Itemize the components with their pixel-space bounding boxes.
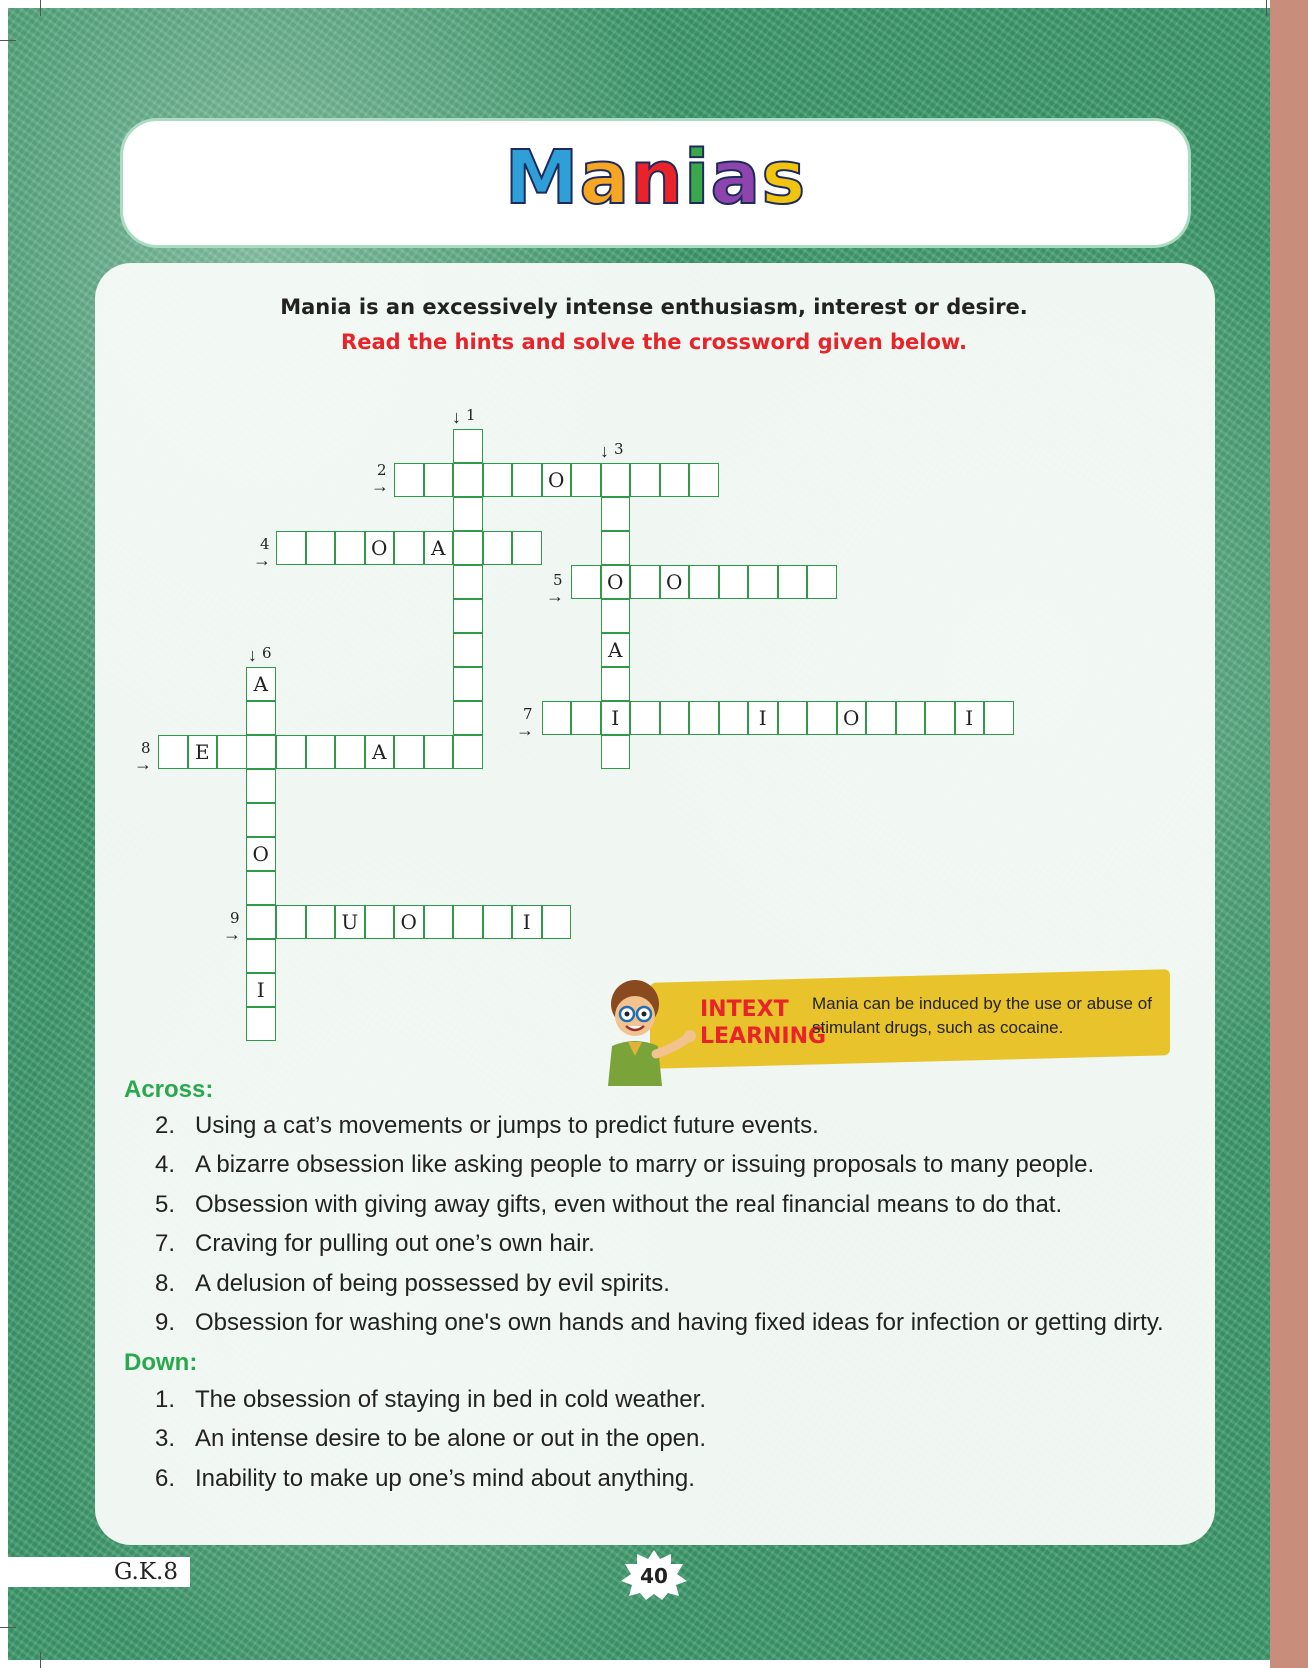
crossword-cell[interactable]: [601, 735, 631, 769]
crossword-cell[interactable]: A: [365, 735, 395, 769]
crossword-cell[interactable]: [483, 905, 513, 939]
clue-number-9: 9: [230, 909, 240, 927]
clue-text: A bizarre obsession like asking people to marry or issuing proposals to many people.: [195, 1151, 1095, 1179]
crossword-cell[interactable]: O: [837, 701, 867, 735]
crossword-cell[interactable]: [748, 565, 778, 599]
clue-text: The obsession of staying in bed in cold weather.: [195, 1386, 706, 1413]
crossword-cell[interactable]: [246, 735, 276, 769]
crossword-cell[interactable]: [158, 735, 188, 769]
crossword-cell[interactable]: [246, 905, 276, 939]
crossword-cell[interactable]: E: [188, 735, 218, 769]
crossword-cell[interactable]: I: [955, 701, 985, 735]
intext-title-line2: LEARNING: [700, 1024, 827, 1049]
crossword-cell[interactable]: [571, 565, 601, 599]
clue-num: 3.: [155, 1425, 176, 1453]
book-label: G.K.8: [8, 1557, 190, 1587]
down-heading: Down:: [124, 1349, 198, 1376]
list-item: [155, 1112, 1164, 1151]
crossword-cell[interactable]: [542, 701, 572, 735]
title-letter: n: [630, 135, 684, 221]
crossword-cell[interactable]: [925, 701, 955, 735]
clue-text: Using a cat’s movements or jumps to predict future events.: [195, 1112, 819, 1139]
crossword-cell[interactable]: [394, 463, 424, 497]
clue-text: Obsession with giving away gifts, even without the real financial means to do that.: [195, 1190, 1063, 1218]
crossword-cell[interactable]: [453, 429, 483, 463]
page-number-badge: [619, 1550, 689, 1600]
clue-number-5: 5: [553, 571, 563, 589]
crossword-cell[interactable]: [483, 463, 513, 497]
crossword-cell[interactable]: [424, 463, 454, 497]
crossword-cell[interactable]: [276, 735, 306, 769]
crossword-cell[interactable]: [542, 905, 572, 939]
right-arrow-icon: →: [516, 720, 534, 740]
clue-number-2: 2: [377, 461, 387, 479]
list-item: [155, 1386, 706, 1425]
crossword-cell[interactable]: [246, 769, 276, 803]
crossword-cell[interactable]: [453, 905, 483, 939]
crossword-cell[interactable]: I: [748, 701, 778, 735]
crossword-cell[interactable]: [335, 531, 365, 565]
title-letter: M: [504, 135, 580, 221]
crossword-cell[interactable]: [896, 701, 926, 735]
crossword-cell[interactable]: [660, 463, 690, 497]
title-text: [505, 135, 807, 221]
crossword-cell[interactable]: [276, 531, 306, 565]
crossword-cell[interactable]: [807, 701, 837, 735]
crossword-cell[interactable]: O: [542, 463, 572, 497]
intext-learning-box: [590, 976, 1175, 1076]
right-arrow-icon: →: [223, 924, 241, 944]
crossword-cell[interactable]: [246, 803, 276, 837]
right-arrow-icon: →: [546, 586, 564, 606]
down-arrow-icon: ↓: [248, 645, 257, 665]
boy-mascot-icon: [590, 976, 700, 1086]
crossword-cell[interactable]: [630, 565, 660, 599]
crossword-cell[interactable]: [394, 735, 424, 769]
clue-number-7: 7: [523, 705, 533, 723]
crossword-cell[interactable]: [453, 565, 483, 599]
clue-text: Obsession for washing one's own hands and having fixed ideas for infection or getting dirty.: [195, 1308, 1164, 1336]
clue-text: Inability to make up one’s mind about anything.: [195, 1464, 695, 1492]
page-number: 40: [640, 1564, 668, 1588]
crossword-cell[interactable]: I: [246, 973, 276, 1007]
crossword-cell[interactable]: [246, 701, 276, 735]
crossword-cell[interactable]: [453, 633, 483, 667]
crossword-cell[interactable]: [512, 463, 542, 497]
crossword-cell[interactable]: [246, 939, 276, 973]
crossword-cell[interactable]: [689, 463, 719, 497]
crossword-cell[interactable]: [246, 1007, 276, 1041]
crop-mark: [1266, 0, 1267, 16]
title-letter: a: [579, 135, 631, 221]
instruction-text: Read the hints and solve the crossword given below.: [341, 330, 967, 354]
crossword-cell[interactable]: [689, 701, 719, 735]
crop-mark: [40, 1652, 41, 1668]
crossword-cell[interactable]: [601, 667, 631, 701]
crossword-cell[interactable]: A: [424, 531, 454, 565]
crop-mark: [40, 0, 41, 16]
crossword-cell[interactable]: [453, 701, 483, 735]
crossword-cell[interactable]: O: [394, 905, 424, 939]
crossword-cell[interactable]: [424, 905, 454, 939]
list-item: [155, 1465, 706, 1504]
list-item: [155, 1151, 1164, 1190]
crossword-cell[interactable]: [571, 463, 601, 497]
clue-number-6: 6: [262, 644, 272, 662]
crossword-cell[interactable]: [365, 905, 395, 939]
across-heading: Across:: [124, 1076, 214, 1103]
down-clue-list: [155, 1386, 706, 1504]
right-arrow-icon: →: [134, 754, 152, 774]
crossword-cell[interactable]: [571, 701, 601, 735]
crossword-cell[interactable]: [453, 667, 483, 701]
list-item: [155, 1309, 1164, 1348]
clue-num: 6.: [155, 1464, 176, 1492]
clue-num: 7.: [155, 1230, 176, 1258]
crossword-cell[interactable]: I: [512, 905, 542, 939]
clue-num: 1.: [155, 1386, 176, 1413]
crossword-cell[interactable]: [601, 497, 631, 531]
page-title: [123, 135, 1188, 221]
crossword-cell[interactable]: [453, 497, 483, 531]
crossword-cell[interactable]: [453, 735, 483, 769]
crossword-cell[interactable]: [306, 531, 336, 565]
crossword-cell[interactable]: U: [335, 905, 365, 939]
intext-title: [700, 996, 827, 1050]
clue-number-3: 3: [614, 440, 624, 458]
crossword-cell[interactable]: O: [365, 531, 395, 565]
intext-title-line1: INTEXT: [700, 997, 789, 1022]
crossword-cell[interactable]: [984, 701, 1014, 735]
crossword-cell[interactable]: A: [601, 633, 631, 667]
crossword-cell[interactable]: [778, 701, 808, 735]
crossword-cell[interactable]: [453, 599, 483, 633]
crossword-cell[interactable]: [719, 565, 749, 599]
across-clue-list: [155, 1112, 1164, 1348]
clue-num: 9.: [155, 1308, 176, 1336]
list-item: [155, 1230, 1164, 1269]
crop-mark: [0, 1627, 16, 1628]
intro-text: Mania is an excessively intense enthusiasm, interest or desire.: [280, 295, 1028, 319]
right-arrow-icon: →: [371, 476, 389, 496]
crossword-cell[interactable]: [276, 905, 306, 939]
crossword-cell[interactable]: [719, 701, 749, 735]
crossword-cell[interactable]: [424, 735, 454, 769]
crossword-cell[interactable]: [866, 701, 896, 735]
crossword-cell[interactable]: [512, 531, 542, 565]
crossword-cell[interactable]: [306, 905, 336, 939]
list-item: [155, 1270, 1164, 1309]
crossword-cell[interactable]: [689, 565, 719, 599]
crossword-cell[interactable]: [306, 735, 336, 769]
crossword-cell[interactable]: [483, 531, 513, 565]
crossword-cell[interactable]: O: [246, 837, 276, 871]
clue-text: Craving for pulling out one’s own hair.: [195, 1230, 595, 1258]
clue-num: 4.: [155, 1151, 176, 1179]
clue-text: An intense desire to be alone or out in the open.: [195, 1425, 707, 1453]
title-letter: a: [710, 135, 762, 221]
crossword-cell[interactable]: [778, 565, 808, 599]
clue-number-8: 8: [141, 739, 151, 757]
crossword-cell[interactable]: [807, 565, 837, 599]
crop-mark: [0, 40, 16, 41]
clue-num: 2.: [155, 1112, 176, 1139]
crossword-cell[interactable]: A: [246, 667, 276, 701]
crossword-cell[interactable]: [660, 701, 690, 735]
title-banner: [123, 121, 1188, 245]
title-letter: i: [683, 135, 711, 221]
down-arrow-icon: ↓: [452, 407, 461, 427]
crossword-cell[interactable]: [630, 701, 660, 735]
clue-text: A delusion of being possessed by evil spirits.: [195, 1269, 670, 1297]
crossword-cell[interactable]: [246, 871, 276, 905]
crossword-cell[interactable]: O: [660, 565, 690, 599]
down-arrow-icon: ↓: [600, 441, 609, 461]
crossword-cell[interactable]: [601, 599, 631, 633]
list-item: [155, 1425, 706, 1464]
crossword-cell[interactable]: [630, 463, 660, 497]
crossword-cell[interactable]: [217, 735, 247, 769]
list-item: [155, 1191, 1164, 1230]
crossword-cell[interactable]: [601, 463, 631, 497]
crossword-cell[interactable]: O: [601, 565, 631, 599]
intext-body: Mania can be induced by the use or abuse of stimulant drugs, such as cocaine.: [812, 994, 1152, 1037]
crossword-cell[interactable]: [335, 735, 365, 769]
clue-number-1: 1: [466, 406, 476, 424]
crossword-cell[interactable]: [453, 463, 483, 497]
crossword-cell[interactable]: I: [601, 701, 631, 735]
title-letter: s: [761, 135, 807, 221]
clue-num: 8.: [155, 1269, 176, 1297]
crossword-cell[interactable]: [601, 531, 631, 565]
crossword-cell[interactable]: [453, 531, 483, 565]
clue-number-4: 4: [260, 535, 270, 553]
page-edge-strip: [1270, 0, 1308, 1668]
clue-num: 5.: [155, 1190, 176, 1218]
right-arrow-icon: →: [253, 550, 271, 570]
crossword-cell[interactable]: [394, 531, 424, 565]
